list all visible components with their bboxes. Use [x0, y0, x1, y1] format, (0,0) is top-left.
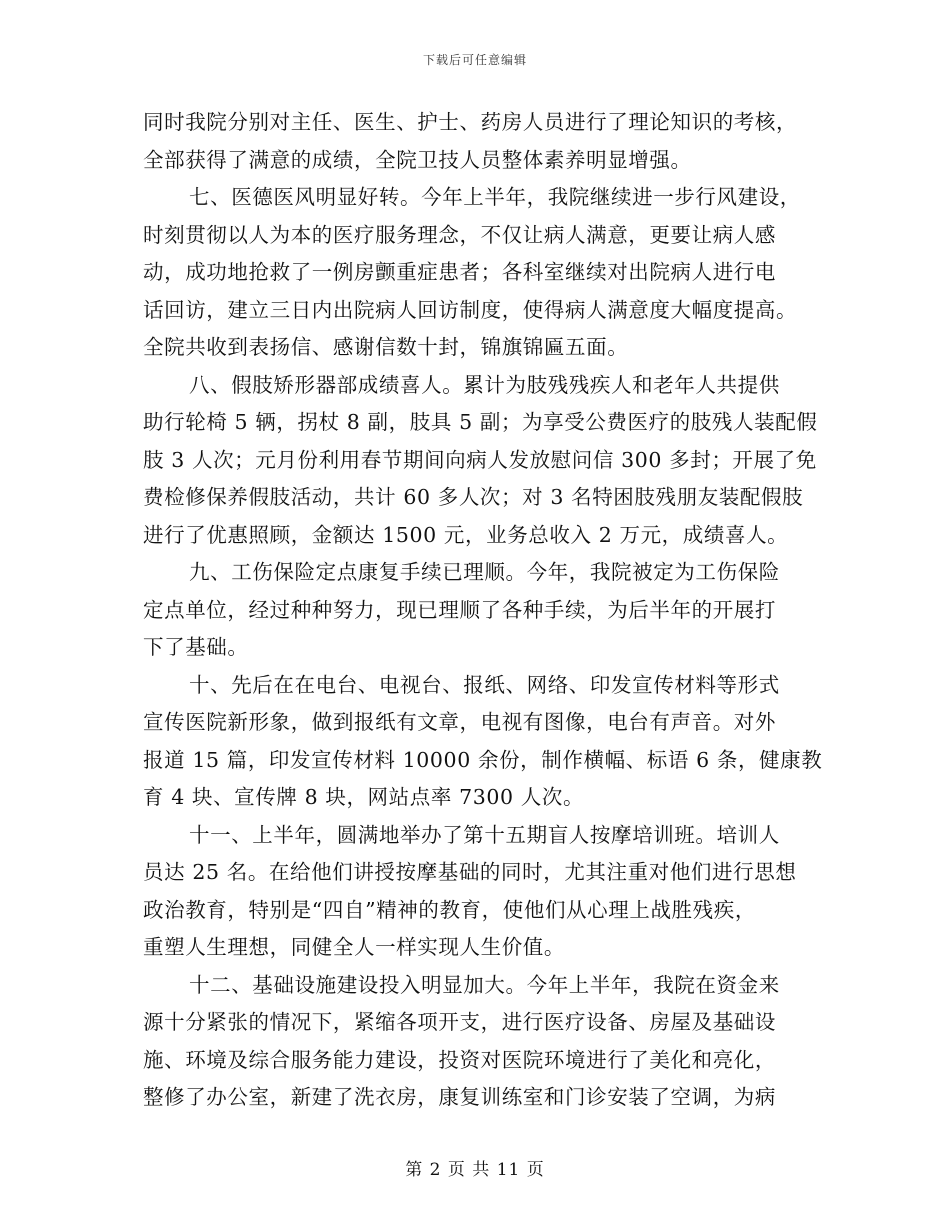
text-line: 下了基础。 — [143, 635, 249, 659]
text-line: 进行了优惠照顾，金额达 1500 元，业务总收入 2 万元，成绩喜人。 — [143, 522, 789, 547]
text-line: 动，成功地抢救了一例房颤重症患者；各科室继续对出院病人进行电 — [143, 260, 776, 284]
text-line: 政治教育，特别是“四自”精神的教育，使他们从心理上战胜残疾， — [143, 897, 756, 922]
text-line: 宣传医院新形象，做到报纸有文章，电视有图像，电台有声音。对外 — [143, 710, 776, 734]
text-line: 员达 25 名。在给他们讲授按摩基础的同时，尤其注重对他们进行思想 — [143, 860, 797, 884]
text-line: 施、环境及综合服务能力建设，投资对医院环境进行了美化和亮化， — [143, 1047, 776, 1072]
text-line: 十、先后在在电台、电视台、报纸、网络、印发宣传材料等形式 — [189, 672, 780, 697]
text-line: 育 4 块、宣传牌 8 块，网站点率 7300 人次。 — [143, 785, 585, 809]
text-line: 七、医德医风明显好转。今年上半年，我院继续进一步行风建设， — [189, 185, 801, 209]
text-line: 费检修保养假肢活动，共计 60 多人次；对 3 名特困肢残朋友装配假肢 — [143, 485, 804, 509]
text-line: 八、假肢矫形器部成绩喜人。累计为肢残残疾人和老年人共提供 — [189, 372, 780, 397]
text-line: 时刻贯彻以人为本的医疗服务理念，不仅让病人满意，更要让病人感 — [143, 222, 776, 247]
text-line: 报道 15 篇，印发宣传材料 10000 余份，制作横幅、标语 6 条，健康教 — [143, 747, 823, 772]
text-line: 话回访，建立三日内出院病人回访制度，使得病人满意度大幅度提高。 — [143, 297, 798, 322]
text-line: 助行轮椅 5 辆，拐杖 8 副，肢具 5 副；为享受公费医疗的肢残人装配假 — [143, 410, 818, 434]
text-line: 全院共收到表扬信、感谢信数十封，锦旗锦匾五面。 — [143, 335, 629, 359]
text-line: 十一、上半年，圆满地举办了第十五期盲人按摩培训班。培训人 — [189, 822, 780, 847]
text-line: 整修了办公室，新建了洗衣房，康复训练室和门诊安装了空调，为病 — [143, 1085, 776, 1109]
text-line: 全部获得了满意的成绩，全院卫技人员整体素养明显增强。 — [143, 147, 692, 172]
text-line: 源十分紧张的情况下，紧缩各项开支，进行医疗设备、房屋及基础设 — [143, 1010, 776, 1034]
page-footer: 第 2 页 共 11 页 — [405, 1160, 545, 1180]
text-line: 肢 3 人次；元月份利用春节期间向病人发放慰问信 300 多封；开展了免 — [143, 447, 817, 472]
text-line: 同时我院分别对主任、医生、护士、药房人员进行了理论知识的考核， — [143, 110, 798, 134]
document-body — [143, 104, 823, 1117]
text-line: 定点单位，经过种种努力，现已理顺了各种手续，为后半年的开展打 — [143, 597, 776, 622]
text-line: 重塑人生理想，同健全人一样实现人生价值。 — [143, 935, 565, 959]
page-header: 下载后可任意编辑 — [422, 53, 527, 67]
text-line: 十二、基础设施建设投入明显加大。今年上半年，我院在资金来 — [189, 972, 780, 997]
text-line: 九、工伤保险定点康复手续已理顺。今年，我院被定为工伤保险 — [189, 560, 780, 584]
